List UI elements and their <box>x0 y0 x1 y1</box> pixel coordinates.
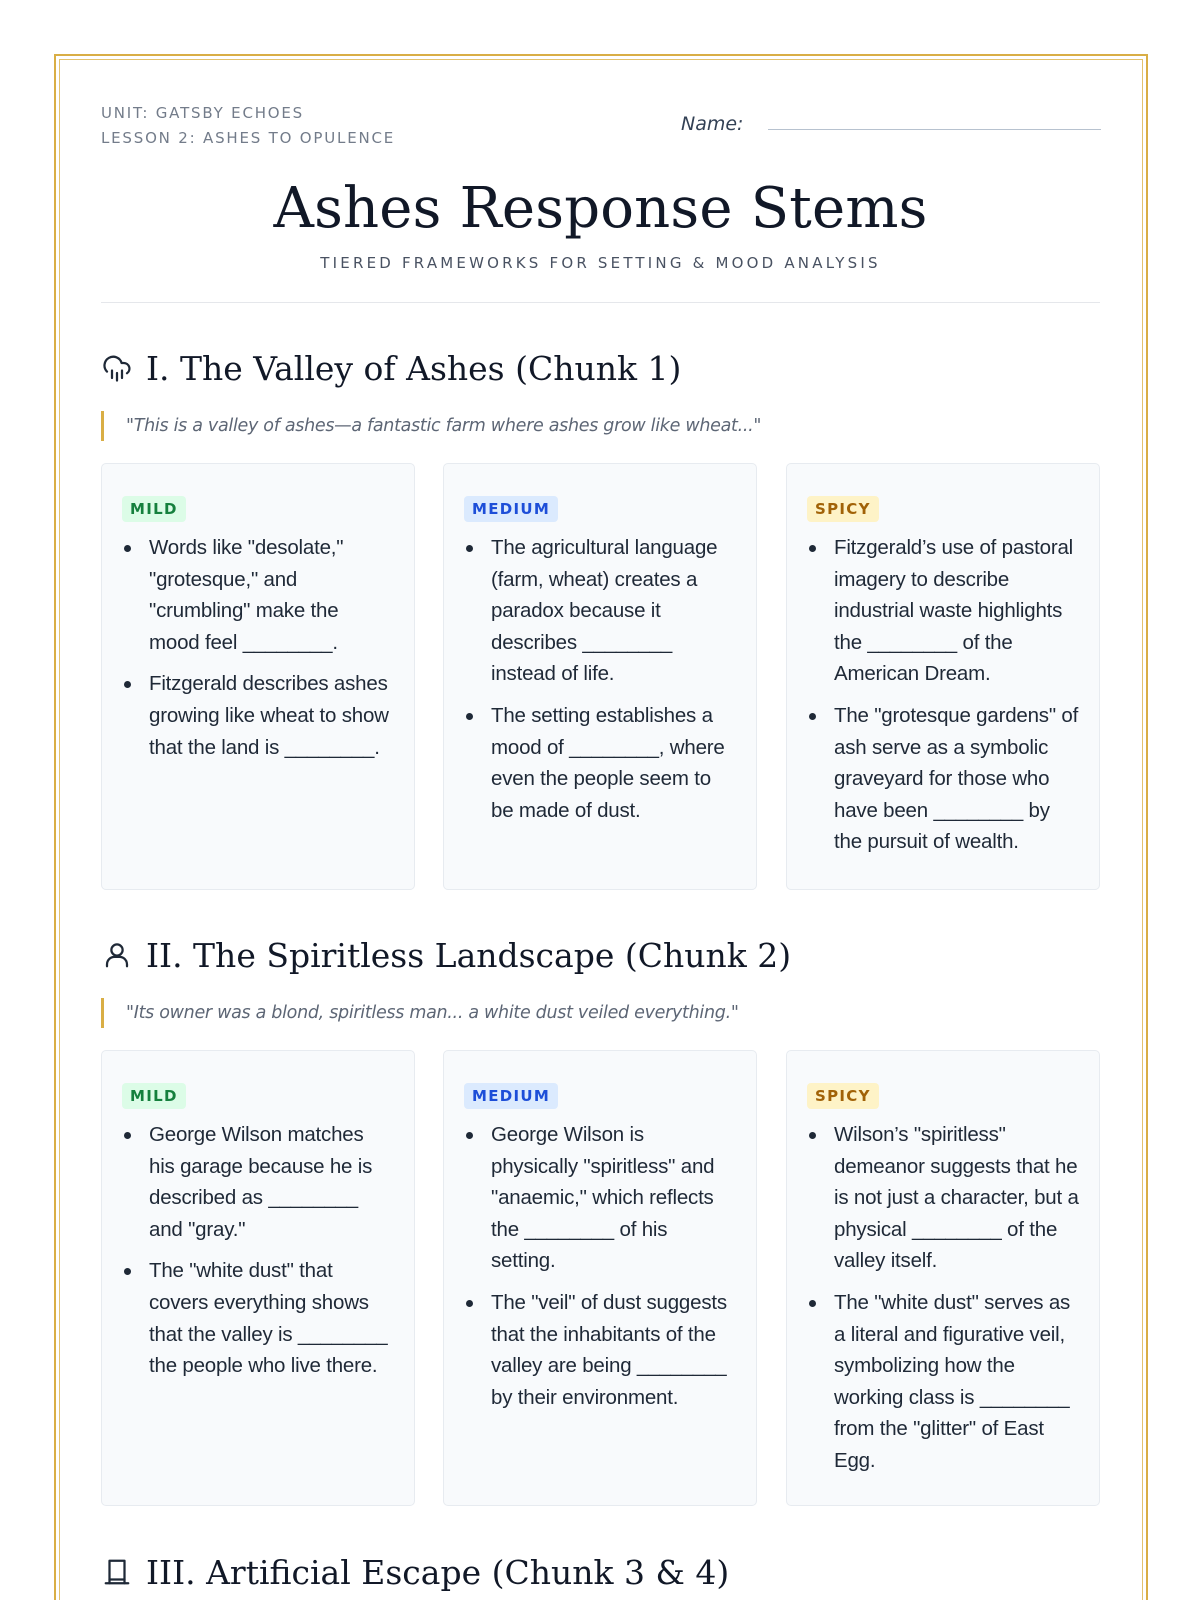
medium-badge: MEDIUM <box>464 1083 558 1109</box>
section-2-quote: "Its owner was a blond, spiritless man... a white dust veiled everything." <box>101 998 1100 1028</box>
spicy-badge: SPICY <box>807 496 879 522</box>
section-3-heading <box>101 1550 729 1594</box>
section-1-card-mild <box>101 463 415 890</box>
medium-badge: MEDIUM <box>464 496 558 522</box>
section-2-card-mild <box>101 1050 415 1506</box>
section-2-heading <box>101 933 791 977</box>
section-2-card-medium <box>443 1050 757 1506</box>
mild-badge: MILD <box>122 496 186 522</box>
section-1-quote: "This is a valley of ashes—a fantastic farm where ashes grow like wheat..." <box>101 411 1100 441</box>
stem: Words like "desolate," "grotesque," and "crumbling" make the mood feel ________. <box>122 532 394 658</box>
stem: Wilson’s "spiritless" demeanor suggests that he is not just a character, but a physical ________ of the valley itself. <box>807 1119 1079 1277</box>
name-field[interactable] <box>768 129 1101 130</box>
stem: George Wilson is physically "spiritless" and "anaemic," which reflects the ________ of his setting. <box>464 1119 736 1277</box>
stem: Fitzgerald’s use of pastoral imagery to describe industrial waste highlights the ________ of the American Dream. <box>807 532 1079 690</box>
lesson-label: LESSON 2: ASHES TO OPULENCE <box>101 129 396 147</box>
page-subtitle: TIERED FRAMEWORKS FOR SETTING & MOOD ANALYSIS <box>320 254 881 272</box>
stem: Fitzgerald describes ashes growing like wheat to show that the land is ________. <box>122 668 394 763</box>
stem: The "veil" of dust suggests that the inhabitants of the valley are being ________ by their environment. <box>464 1287 736 1413</box>
section-1-title: I. The Valley of Ashes (Chunk 1) <box>146 348 682 388</box>
name-label: Name: <box>681 113 744 135</box>
stem: The "grotesque gardens" of ash serve as a symbolic graveyard for those who have been ________ by the pursuit of wealth. <box>807 700 1079 858</box>
section-1-heading <box>101 346 681 390</box>
train-icon <box>101 1556 133 1588</box>
mild-badge: MILD <box>122 1083 186 1109</box>
stem: The agricultural language (farm, wheat) creates a paradox because it describes ________ instead of life. <box>464 532 736 690</box>
unit-label: UNIT: GATSBY ECHOES <box>101 104 305 122</box>
stem: The "white dust" that covers everything shows that the valley is ________ the people who live there. <box>122 1255 394 1381</box>
cloud-rain-icon <box>101 352 133 384</box>
section-1-card-spicy <box>786 463 1100 890</box>
section-1-card-medium <box>443 463 757 890</box>
user-icon <box>101 939 133 971</box>
worksheet <box>101 0 1100 1600</box>
unit-lesson-info <box>101 101 395 151</box>
page-title: Ashes Response Stems <box>273 176 928 241</box>
spicy-badge: SPICY <box>807 1083 879 1109</box>
section-2-card-spicy <box>786 1050 1100 1506</box>
stem: The "white dust" serves as a literal and figurative veil, symbolizing how the working class is ________ from the "glitter" of East Egg. <box>807 1287 1079 1477</box>
stem: The setting establishes a mood of ________, where even the people seem to be made of dust. <box>464 700 736 826</box>
section-2-title: II. The Spiritless Landscape (Chunk 2) <box>146 935 792 975</box>
stem: George Wilson matches his garage because he is described as ________ and "gray." <box>122 1119 394 1245</box>
header-divider <box>101 302 1100 303</box>
section-3-title: III. Artificial Escape (Chunk 3 & 4) <box>146 1552 730 1592</box>
